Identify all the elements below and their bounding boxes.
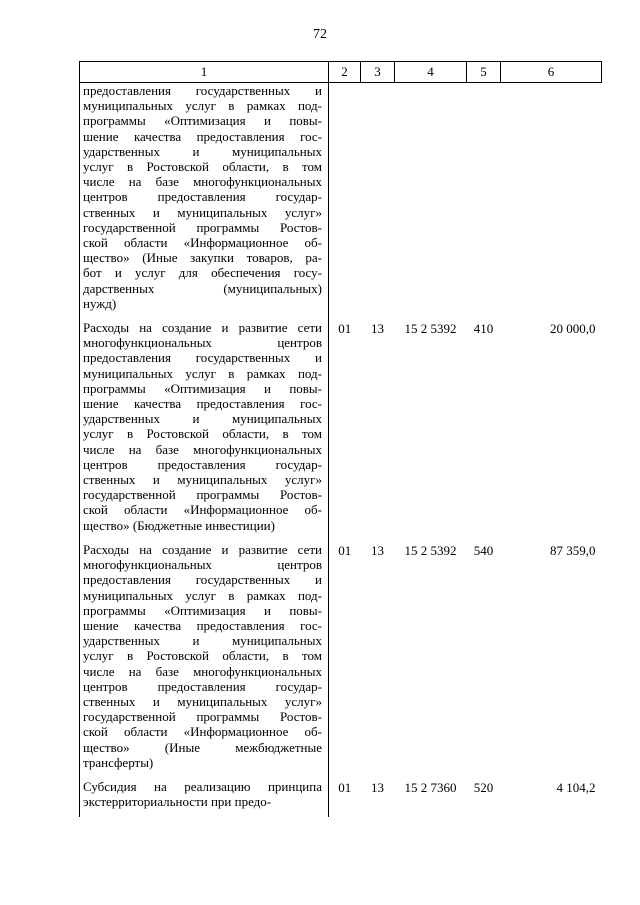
row-description [80, 83, 328, 319]
row-description-cell [80, 319, 329, 541]
section-code-cell [329, 778, 361, 817]
header-col-6: 6 [501, 62, 602, 83]
target-article-code: 15 2 5392 [404, 321, 457, 337]
target-article-code-cell [395, 319, 467, 541]
expense-type-code: 410 [473, 321, 494, 337]
description-line: муниципальных услуг в рамках под- [83, 587, 322, 603]
expense-type-code-cell [467, 778, 501, 817]
description-line: нужд) [83, 295, 117, 311]
description-line: центров предоставления государ- [83, 189, 322, 205]
expense-type-code-cell [467, 83, 501, 320]
section-code: 01 [338, 779, 352, 795]
header-col-1: 1 [80, 62, 329, 83]
description-line: Расходы на создание и развитие сети [83, 541, 322, 557]
amount-cell [501, 778, 602, 817]
description-line: предоставления государственных и [83, 83, 322, 98]
description-line: ственных и муниципальных услуг» [83, 472, 322, 488]
subsection-code: 13 [371, 321, 384, 337]
description-line: шение качества предоставления гос- [83, 617, 322, 633]
subsection-code [361, 83, 395, 85]
amount [501, 83, 602, 85]
description-line: ственных и муниципальных услуг» [83, 693, 322, 709]
header-col-3: 3 [361, 62, 395, 83]
description-line: экстерриториальности при предо- [83, 794, 272, 810]
expense-type-code: 540 [473, 542, 494, 558]
description-line: трансферты) [83, 754, 154, 770]
table-body [80, 83, 602, 818]
description-line: ской области «Информационное об- [83, 724, 322, 740]
expense-type-code-cell [467, 541, 501, 778]
description-line: ударственных и муниципальных [83, 633, 322, 649]
subsection-code-cell [361, 541, 395, 778]
section-code: 01 [338, 542, 352, 558]
description-line: услуг в Ростовской области, в том [83, 426, 322, 442]
description-line: муниципальных услуг в рамках под- [83, 365, 322, 381]
subsection-code-cell [361, 83, 395, 320]
description-line: шение качества предоставления гос- [83, 396, 322, 412]
row-description [80, 319, 328, 541]
description-line: программы «Оптимизация и повы- [83, 380, 322, 396]
target-article-code [395, 83, 467, 85]
section-code-cell [329, 319, 361, 541]
target-article-code: 15 2 5392 [404, 542, 457, 558]
description-line: государственной программы Ростов- [83, 219, 322, 235]
amount-cell [501, 319, 602, 541]
row-description-cell [80, 541, 329, 778]
description-line: Расходы на создание и развитие сети [83, 320, 322, 336]
page-number: 72 [313, 27, 327, 42]
header-col-4: 4 [395, 62, 467, 83]
table-row [80, 83, 602, 320]
section-code [329, 83, 361, 85]
description-line: программы «Оптимизация и повы- [83, 602, 322, 618]
subsection-code: 13 [371, 779, 384, 795]
amount: 87 359,0 [550, 542, 596, 558]
description-line: числе на базе многофункциональных [83, 663, 322, 679]
description-line: числе на базе многофункциональных [83, 441, 322, 457]
table-row [80, 319, 602, 541]
description-line: щество» (Иные межбюджетные [83, 739, 322, 755]
description-line: программы «Оптимизация и повы- [83, 113, 322, 129]
row-description-cell [80, 778, 329, 817]
amount: 20 000,0 [550, 321, 596, 337]
description-line: шение качества предоставления гос- [83, 128, 322, 144]
description-line: щество» (Иные закупки товаров, ра- [83, 250, 322, 266]
amount-cell [501, 541, 602, 778]
description-line: предоставления государственных и [83, 572, 322, 588]
description-line: щество» (Бюджетные инвестиции) [83, 517, 275, 533]
expense-type-code [467, 83, 501, 85]
description-line: ственных и муниципальных услуг» [83, 204, 322, 220]
description-line: услуг в Ростовской области, в том [83, 159, 322, 175]
amount-cell [501, 83, 602, 320]
expense-type-code-cell [467, 319, 501, 541]
table-row [80, 541, 602, 778]
budget-table [79, 61, 602, 817]
subsection-code-cell [361, 319, 395, 541]
description-line: центров предоставления государ- [83, 678, 322, 694]
description-line: предоставления государственных и [83, 350, 322, 366]
description-line: услуг в Ростовской области, в том [83, 648, 322, 664]
description-line: многофункциональных центров [83, 335, 322, 351]
row-description [80, 778, 328, 817]
target-article-code: 15 2 7360 [404, 779, 457, 795]
description-line: дарственных (муниципальных) [83, 280, 322, 296]
description-line: числе на базе многофункциональных [83, 174, 322, 190]
description-line: государственной программы Ростов- [83, 487, 322, 503]
description-line: центров предоставления государ- [83, 456, 322, 472]
description-line: ударственных и муниципальных [83, 411, 322, 427]
description-line: ской области «Информационное об- [83, 235, 322, 251]
section-code-cell [329, 83, 361, 320]
table-header-row [80, 62, 602, 83]
header-col-5: 5 [467, 62, 501, 83]
description-line: бот и услуг для обеспечения госу- [83, 265, 322, 281]
table-row [80, 778, 602, 817]
row-description [80, 541, 328, 778]
subsection-code: 13 [371, 542, 384, 558]
description-line: ской области «Информационное об- [83, 502, 322, 518]
section-code-cell [329, 541, 361, 778]
description-line: государственной программы Ростов- [83, 709, 322, 725]
header-col-2: 2 [329, 62, 361, 83]
amount: 4 104,2 [556, 779, 596, 795]
row-description-cell [80, 83, 329, 320]
description-line: Субсидия на реализацию принципа [83, 778, 322, 794]
target-article-code-cell [395, 778, 467, 817]
section-code: 01 [338, 321, 352, 337]
target-article-code-cell [395, 541, 467, 778]
description-line: муниципальных услуг в рамках под- [83, 98, 322, 114]
target-article-code-cell [395, 83, 467, 320]
description-line: многофункциональных центров [83, 557, 322, 573]
description-line: ударственных и муниципальных [83, 143, 322, 159]
expense-type-code: 520 [473, 779, 494, 795]
subsection-code-cell [361, 778, 395, 817]
